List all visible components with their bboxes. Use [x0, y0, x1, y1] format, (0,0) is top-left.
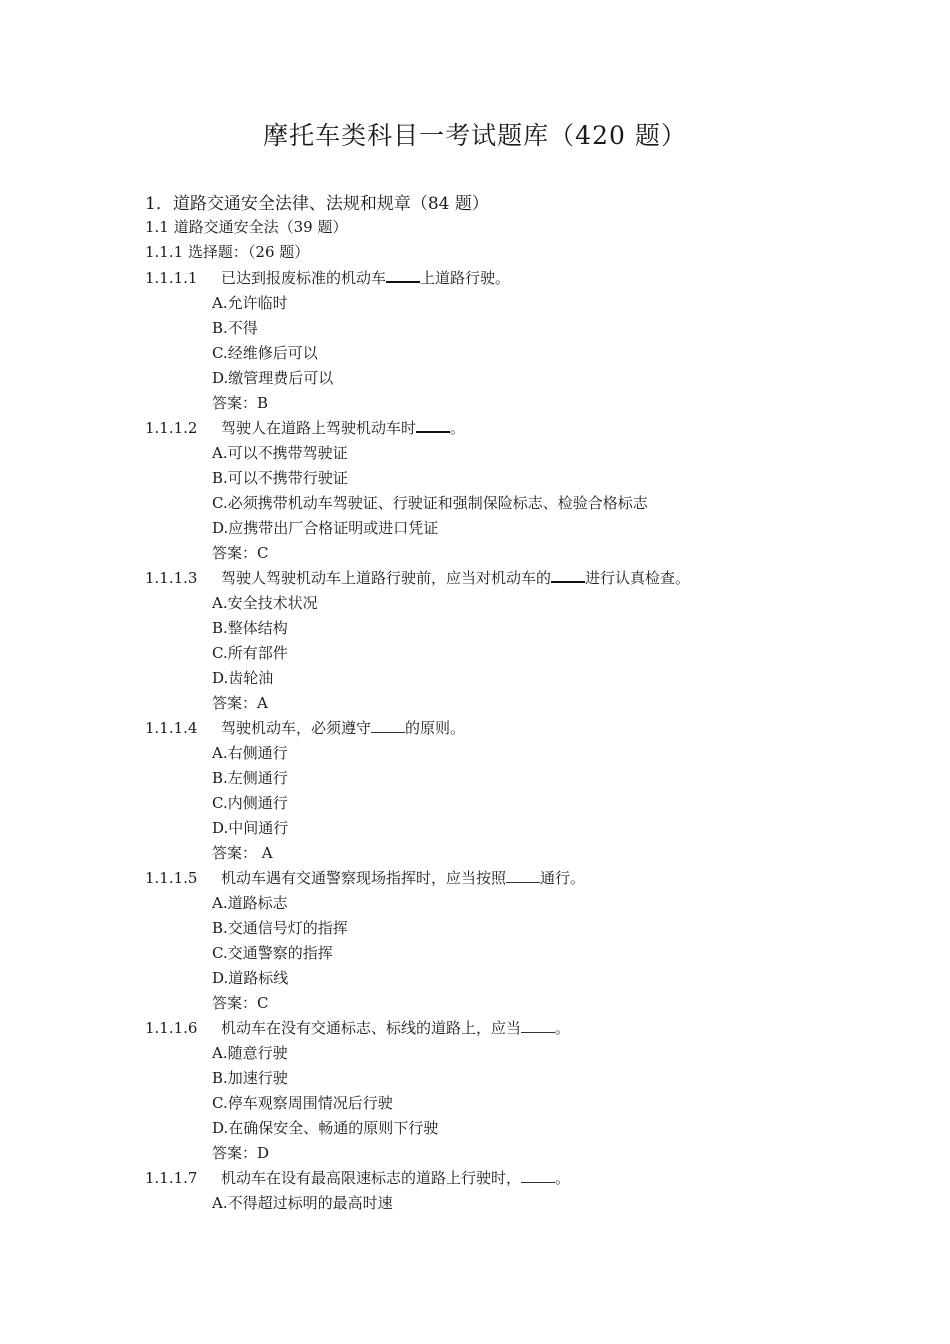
- question-number: 1.1.1.4: [145, 719, 198, 737]
- answer-option: D.应携带出厂合格证明或进口凭证: [212, 519, 439, 537]
- answer-option: A.随意行驶: [212, 1044, 288, 1062]
- answer-key: 答案： A: [212, 844, 273, 862]
- question-number: 1.1.1.7: [145, 1169, 198, 1187]
- question-text: [145, 866, 905, 891]
- answer-option: A.安全技术状况: [212, 594, 318, 612]
- answer-option: C.停车观察周围情况后行驶: [212, 1094, 393, 1112]
- question-stem-end: 。: [555, 1169, 571, 1187]
- question-stem-end: 的原则。: [405, 719, 466, 737]
- question-number: 1.1.1.6: [145, 1019, 198, 1037]
- answer-option: A.可以不携带驾驶证: [212, 444, 348, 462]
- question-number: 1.1.1.1: [145, 269, 198, 287]
- answer-key: 答案：B: [212, 394, 269, 412]
- question-text: [145, 566, 905, 591]
- answer-option: A.右侧通行: [212, 744, 288, 762]
- question-text: [145, 266, 905, 291]
- answer-option: C.必须携带机动车驾驶证、行驶证和强制保险标志、检验合格标志: [212, 494, 648, 512]
- answer-key: 答案：A: [212, 694, 268, 712]
- answer-blank: [551, 567, 585, 583]
- question-item: [145, 566, 905, 716]
- question-stem-start: 驾驶机动车，必须遵守: [221, 719, 372, 737]
- answer-option: C.交通警察的指挥: [212, 944, 333, 962]
- question-item: [145, 1166, 905, 1216]
- question-text: [145, 716, 905, 741]
- question-item: [145, 866, 905, 1016]
- question-stem-start: 已达到报废标准的机动车: [221, 269, 387, 287]
- question-text: [145, 1016, 905, 1041]
- question-stem-end: 通行。: [540, 869, 586, 887]
- answer-option: A.不得超过标明的最高时速: [212, 1194, 393, 1212]
- question-list: [145, 266, 905, 1216]
- answer-option: B.加速行驶: [212, 1069, 288, 1087]
- answer-option: C.内侧通行: [212, 794, 288, 812]
- question-stem-start: 机动车在设有最高限速标志的道路上行驶时，: [221, 1169, 522, 1187]
- answer-option: D.中间通行: [212, 819, 289, 837]
- answer-blank: [416, 417, 450, 433]
- question-number: 1.1.1.2: [145, 419, 198, 437]
- question-stem-end: 进行认真检查。: [585, 569, 691, 587]
- question-stem-end: 。: [555, 1019, 571, 1037]
- answer-option: B.交通信号灯的指挥: [212, 919, 348, 937]
- question-item: [145, 716, 905, 866]
- question-number: 1.1.1.3: [145, 569, 198, 587]
- answer-option: C.经维修后可以: [212, 344, 318, 362]
- question-stem-start: 驾驶人在道路上驾驶机动车时: [221, 419, 417, 437]
- answer-blank: [371, 718, 405, 733]
- question-stem-end: 上道路行驶。: [420, 269, 511, 287]
- question-stem-start: 机动车遇有交通警察现场指挥时，应当按照: [221, 869, 507, 887]
- document-title: 摩托车类科目一考试题库（420 题）: [263, 121, 687, 150]
- answer-blank: [506, 868, 540, 883]
- answer-blank: [521, 1018, 555, 1033]
- question-stem-start: 机动车在没有交通标志、标线的道路上，应当: [221, 1019, 522, 1037]
- answer-option: B.整体结构: [212, 619, 288, 637]
- question-item: [145, 416, 905, 566]
- section-heading-1: 1．道路交通安全法律、法规和规章（84 题）: [145, 194, 489, 214]
- question-item: [145, 266, 905, 416]
- question-number: 1.1.1.5: [145, 869, 198, 887]
- question-text: [145, 1166, 905, 1191]
- answer-blank: [386, 267, 420, 283]
- answer-key: 答案：C: [212, 544, 269, 562]
- answer-key: 答案：D: [212, 1144, 270, 1162]
- answer-option: D.在确保安全、畅通的原则下行驶: [212, 1119, 439, 1137]
- question-stem-start: 驾驶人驾驶机动车上道路行驶前，应当对机动车的: [221, 569, 552, 587]
- question-stem-end: 。: [450, 419, 466, 437]
- section-heading-1-1: 1.1 道路交通安全法（39 题）: [145, 218, 348, 236]
- answer-option: A.道路标志: [212, 894, 288, 912]
- section-heading-1-1-1: 1.1.1 选择题：（26 题）: [145, 243, 310, 261]
- answer-blank: [521, 1168, 555, 1183]
- answer-option: B.可以不携带行驶证: [212, 469, 348, 487]
- answer-option: D.缴管理费后可以: [212, 369, 334, 387]
- answer-option: B.不得: [212, 319, 258, 337]
- answer-option: C.所有部件: [212, 644, 288, 662]
- answer-option: A.允许临时: [212, 294, 288, 312]
- answer-key: 答案：C: [212, 994, 269, 1012]
- question-item: [145, 1016, 905, 1166]
- answer-option: D.齿轮油: [212, 669, 274, 687]
- answer-option: B.左侧通行: [212, 769, 288, 787]
- question-text: [145, 416, 905, 441]
- answer-option: D.道路标线: [212, 969, 289, 987]
